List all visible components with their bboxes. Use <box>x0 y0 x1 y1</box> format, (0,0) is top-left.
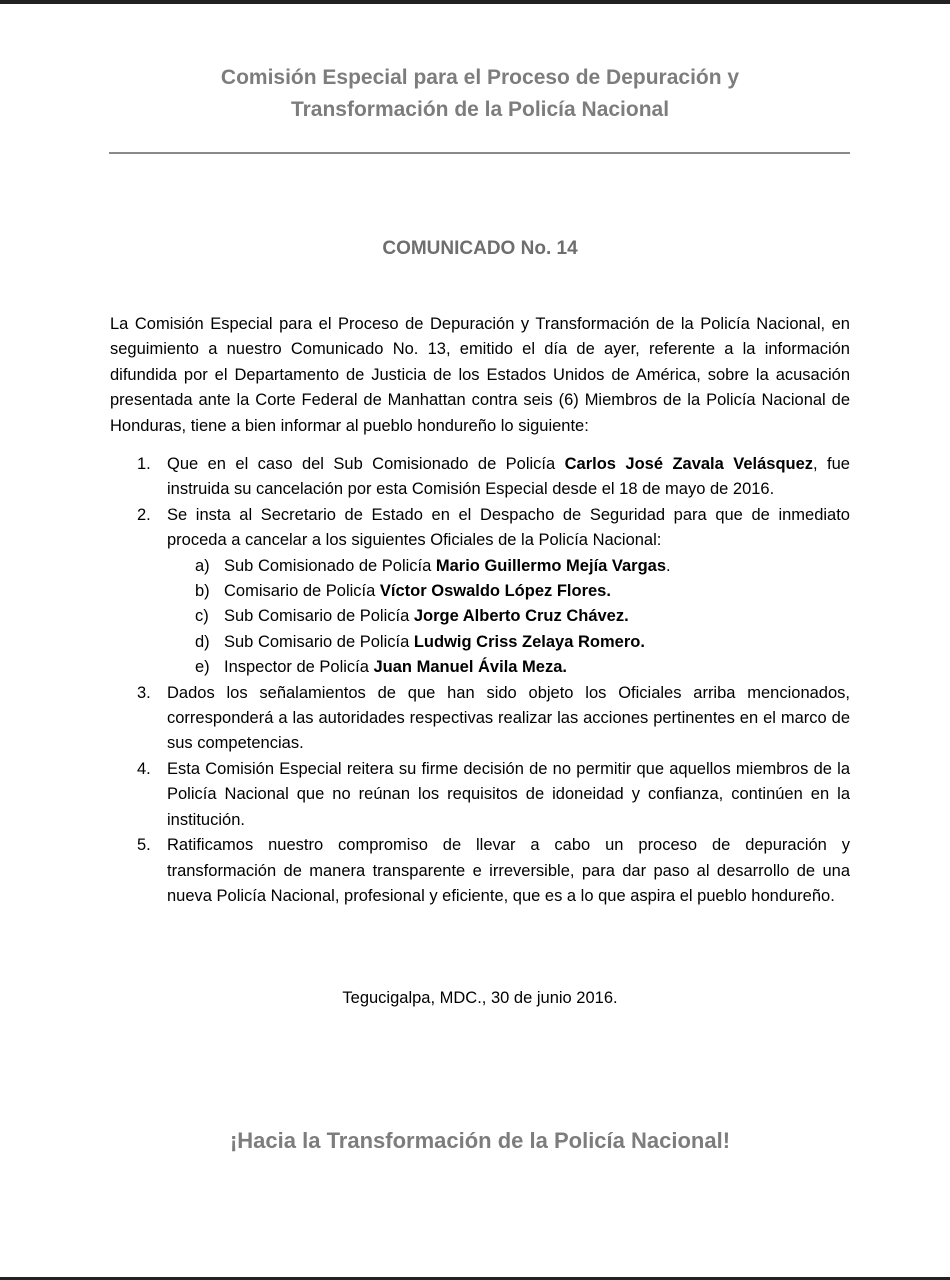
list-item-4 <box>110 757 850 833</box>
sublist-item-e <box>167 655 850 680</box>
sublist-item-c <box>167 604 850 629</box>
officer-sublist <box>167 554 850 681</box>
sublist-letter: c) <box>195 607 209 626</box>
officer-name: Ludwig Criss Zelaya Romero. <box>413 632 645 651</box>
officer-rank: Sub Comisionado de Policía <box>224 556 436 575</box>
sublist-item-a <box>167 554 850 579</box>
letterhead-line-2: Transformación de la Policía Nacional <box>290 98 670 121</box>
list-item-number: 3. <box>137 683 151 702</box>
officer-name: Carlos José Zavala Velásquez <box>564 455 814 473</box>
list-item-text: Que en el caso del Sub Comisionado de Policía <box>167 455 565 473</box>
sublist-item-b <box>167 579 850 604</box>
list-item-number: 5. <box>137 836 151 855</box>
list-item-number: 2. <box>137 505 151 524</box>
list-item-text: Dados los señalamientos de que han sido objeto los Oficiales arriba mencionados, corresponderá a las autoridades respectivas realizar las acciones pertinentes en el marco de sus competencias. <box>167 683 850 753</box>
list-item-number: 1. <box>137 455 151 473</box>
officer-name: Víctor Oswaldo López Flores. <box>379 582 611 601</box>
dateline: Tegucigalpa, MDC., 30 de junio 2016. <box>342 989 618 1007</box>
list-item-text: Esta Comisión Especial reitera su firme decisión de no permitir que aquellos miembros de la Policía Nacional que no reúnan los requisitos de idoneidad y confianza, continúen en la institución. <box>167 759 850 829</box>
numbered-list <box>110 452 850 909</box>
officer-rank: Sub Comisario de Policía <box>224 607 414 626</box>
letterhead-line-1: Comisión Especial para el Proceso de Depuración y <box>220 66 740 89</box>
sublist-letter: d) <box>195 632 210 651</box>
officer-rank: Inspector de Policía <box>224 658 374 677</box>
sublist-item-d <box>167 630 850 655</box>
closing-slogan: ¡Hacia la Transformación de la Policía Nacional! <box>229 1128 731 1153</box>
list-item-2 <box>110 503 850 681</box>
officer-name: Jorge Alberto Cruz Chávez. <box>413 607 629 626</box>
officer-tail: . <box>666 556 671 575</box>
letterhead-title <box>110 62 850 126</box>
list-item-number: 4. <box>137 759 151 778</box>
list-item-text: , fue instruida su cancelación por esta Comisión Especial desde el 18 de mayo de 2016. <box>167 455 850 499</box>
document-title: COMUNICADO No. 14 <box>382 238 578 259</box>
sublist-letter: b) <box>195 582 210 601</box>
letterhead-divider <box>109 152 850 154</box>
officer-name: Juan Manuel Ávila Meza. <box>373 658 567 677</box>
intro-paragraph: La Comisión Especial para el Proceso de Depuración y Transformación de la Policía Nacional, en seguimiento a nuestro Comunicado No. 13, emitido el día de ayer, referente a la información difundida por el Departamento de Justicia de los Estados Unidos de América, sobre la acusación presentada ante la Corte Federal de Manhattan contra seis (6) Miembros de la Policía Nacional de Honduras, tiene a bien informar al pueblo hondureño lo siguiente: <box>110 315 850 435</box>
sublist-letter: e) <box>195 658 210 677</box>
list-item-text: Ratificamos nuestro compromiso de llevar a cabo un proceso de depuración y transformación de manera transparente e irreversible, para dar paso al desarrollo de una nueva Policía Nacional, profesional y eficiente, que es a lo que aspira el pueblo hondureño. <box>167 836 850 905</box>
officer-rank: Sub Comisario de Policía <box>224 632 414 651</box>
page-top-border <box>0 0 950 4</box>
list-item-text: Se insta al Secretario de Estado en el Despacho de Seguridad para que de inmediato proceda a cancelar a los siguientes Oficiales de la Policía Nacional: <box>167 505 850 550</box>
list-item-5 <box>110 833 850 909</box>
list-item-1 <box>110 452 850 503</box>
sublist-letter: a) <box>195 556 210 575</box>
officer-rank: Comisario de Policía <box>224 582 380 601</box>
officer-name: Mario Guillermo Mejía Vargas <box>435 556 667 575</box>
list-item-3 <box>110 681 850 757</box>
